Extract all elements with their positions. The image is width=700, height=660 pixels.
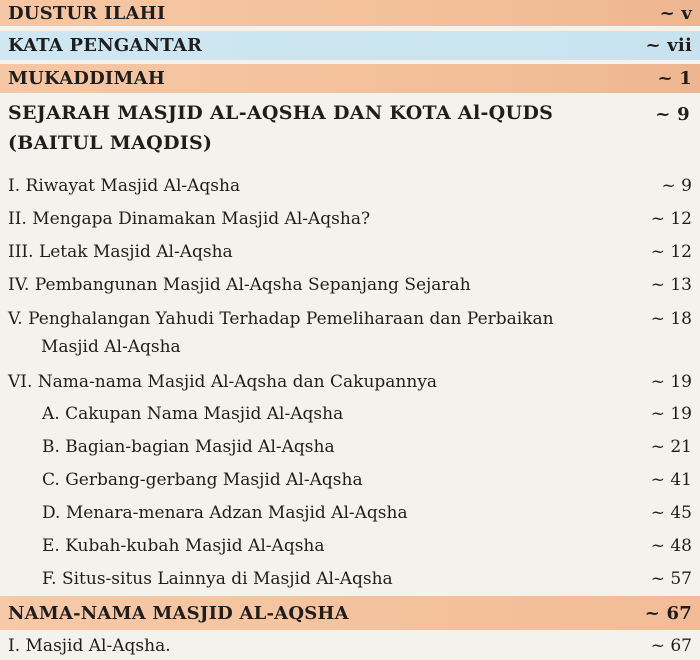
entry-page: ~ 18 <box>650 309 692 329</box>
toc-entry-masjid[interactable] <box>8 632 692 660</box>
toc-subentry-d[interactable] <box>42 499 692 527</box>
subentry-label: D. Menara-menara Adzan Masjid Al-Aqsha <box>42 503 408 523</box>
toc-entry-2[interactable] <box>8 205 692 233</box>
section-label: DUSTUR ILAHI <box>8 2 166 24</box>
entry-page: ~ 67 <box>650 636 692 656</box>
toc-subentry-e[interactable] <box>42 532 692 560</box>
section-page: ~ 9 <box>655 104 690 125</box>
subentry-page: ~ 41 <box>650 470 692 490</box>
entry-label: VI. Nama-nama Masjid Al-Aqsha dan Cakupannya <box>8 372 438 392</box>
subentry-label: F. Situs-situs Lainnya di Masjid Al-Aqsha <box>42 569 393 589</box>
subentry-page: ~ 45 <box>650 503 692 523</box>
section-label-line1: SEJARAH MASJID AL-AQSHA DAN KOTA Al-QUDS <box>8 102 554 124</box>
toc-subentry-c[interactable] <box>42 466 692 494</box>
entry-label: IV. Pembangunan Masjid Al-Aqsha Sepanjang Sejarah <box>8 275 471 295</box>
toc-entry-3[interactable] <box>8 238 692 266</box>
section-label: KATA PENGANTAR <box>8 35 203 56</box>
section-label: NAMA-NAMA MASJID AL-AQSHA <box>8 602 349 624</box>
entry-page: ~ 12 <box>650 242 692 262</box>
entry-label: III. Letak Masjid Al-Aqsha <box>8 242 233 262</box>
toc-section-nama-nama[interactable] <box>0 596 700 630</box>
entry-label-continued: Masjid Al-Aqsha <box>41 337 181 357</box>
subentry-label: A. Cakupan Nama Masjid Al-Aqsha <box>42 404 344 424</box>
toc-entry-1[interactable] <box>8 172 692 200</box>
toc-section-sejarah[interactable] <box>8 98 692 158</box>
entry-label: I. Riwayat Masjid Al-Aqsha <box>8 176 241 196</box>
entry-label: V. Penghalangan Yahudi Terhadap Pemeliharaan dan Perbaikan <box>8 309 554 329</box>
subentry-label: E. Kubah-kubah Masjid Al-Aqsha <box>42 536 325 556</box>
subentry-label: C. Gerbang-gerbang Masjid Al-Aqsha <box>42 470 363 490</box>
subentry-page: ~ 19 <box>650 404 692 424</box>
section-page: ~ v <box>659 2 692 24</box>
toc-subentry-a[interactable] <box>42 400 692 428</box>
subentry-page: ~ 57 <box>650 569 692 589</box>
toc-entry-5[interactable] <box>8 305 692 361</box>
section-label: MUKADDIMAH <box>8 68 166 89</box>
toc-section-mukaddimah[interactable] <box>0 64 700 93</box>
subentry-page: ~ 48 <box>650 536 692 556</box>
toc-subentry-b[interactable] <box>42 433 692 461</box>
section-page: ~ 67 <box>644 602 692 624</box>
entry-label: I. Masjid Al-Aqsha. <box>8 636 171 656</box>
entry-page: ~ 12 <box>650 209 692 229</box>
section-label-line2: (BAITUL MAQDIS) <box>8 132 213 154</box>
entry-page: ~ 19 <box>650 372 692 392</box>
section-page: ~ vii <box>645 35 692 56</box>
section-page: ~ 1 <box>657 68 692 89</box>
toc-section-dustur-ilahi[interactable] <box>0 0 700 26</box>
entry-label: II. Mengapa Dinamakan Masjid Al-Aqsha? <box>8 209 371 229</box>
entry-page: ~ 13 <box>650 275 692 295</box>
entry-page: ~ 9 <box>661 176 692 196</box>
toc-subentry-f[interactable] <box>42 565 692 593</box>
toc-section-kata-pengantar[interactable] <box>0 31 700 60</box>
subentry-page: ~ 21 <box>650 437 692 457</box>
toc-entry-6[interactable] <box>8 368 692 396</box>
subentry-label: B. Bagian-bagian Masjid Al-Aqsha <box>42 437 335 457</box>
toc-entry-4[interactable] <box>8 271 692 299</box>
